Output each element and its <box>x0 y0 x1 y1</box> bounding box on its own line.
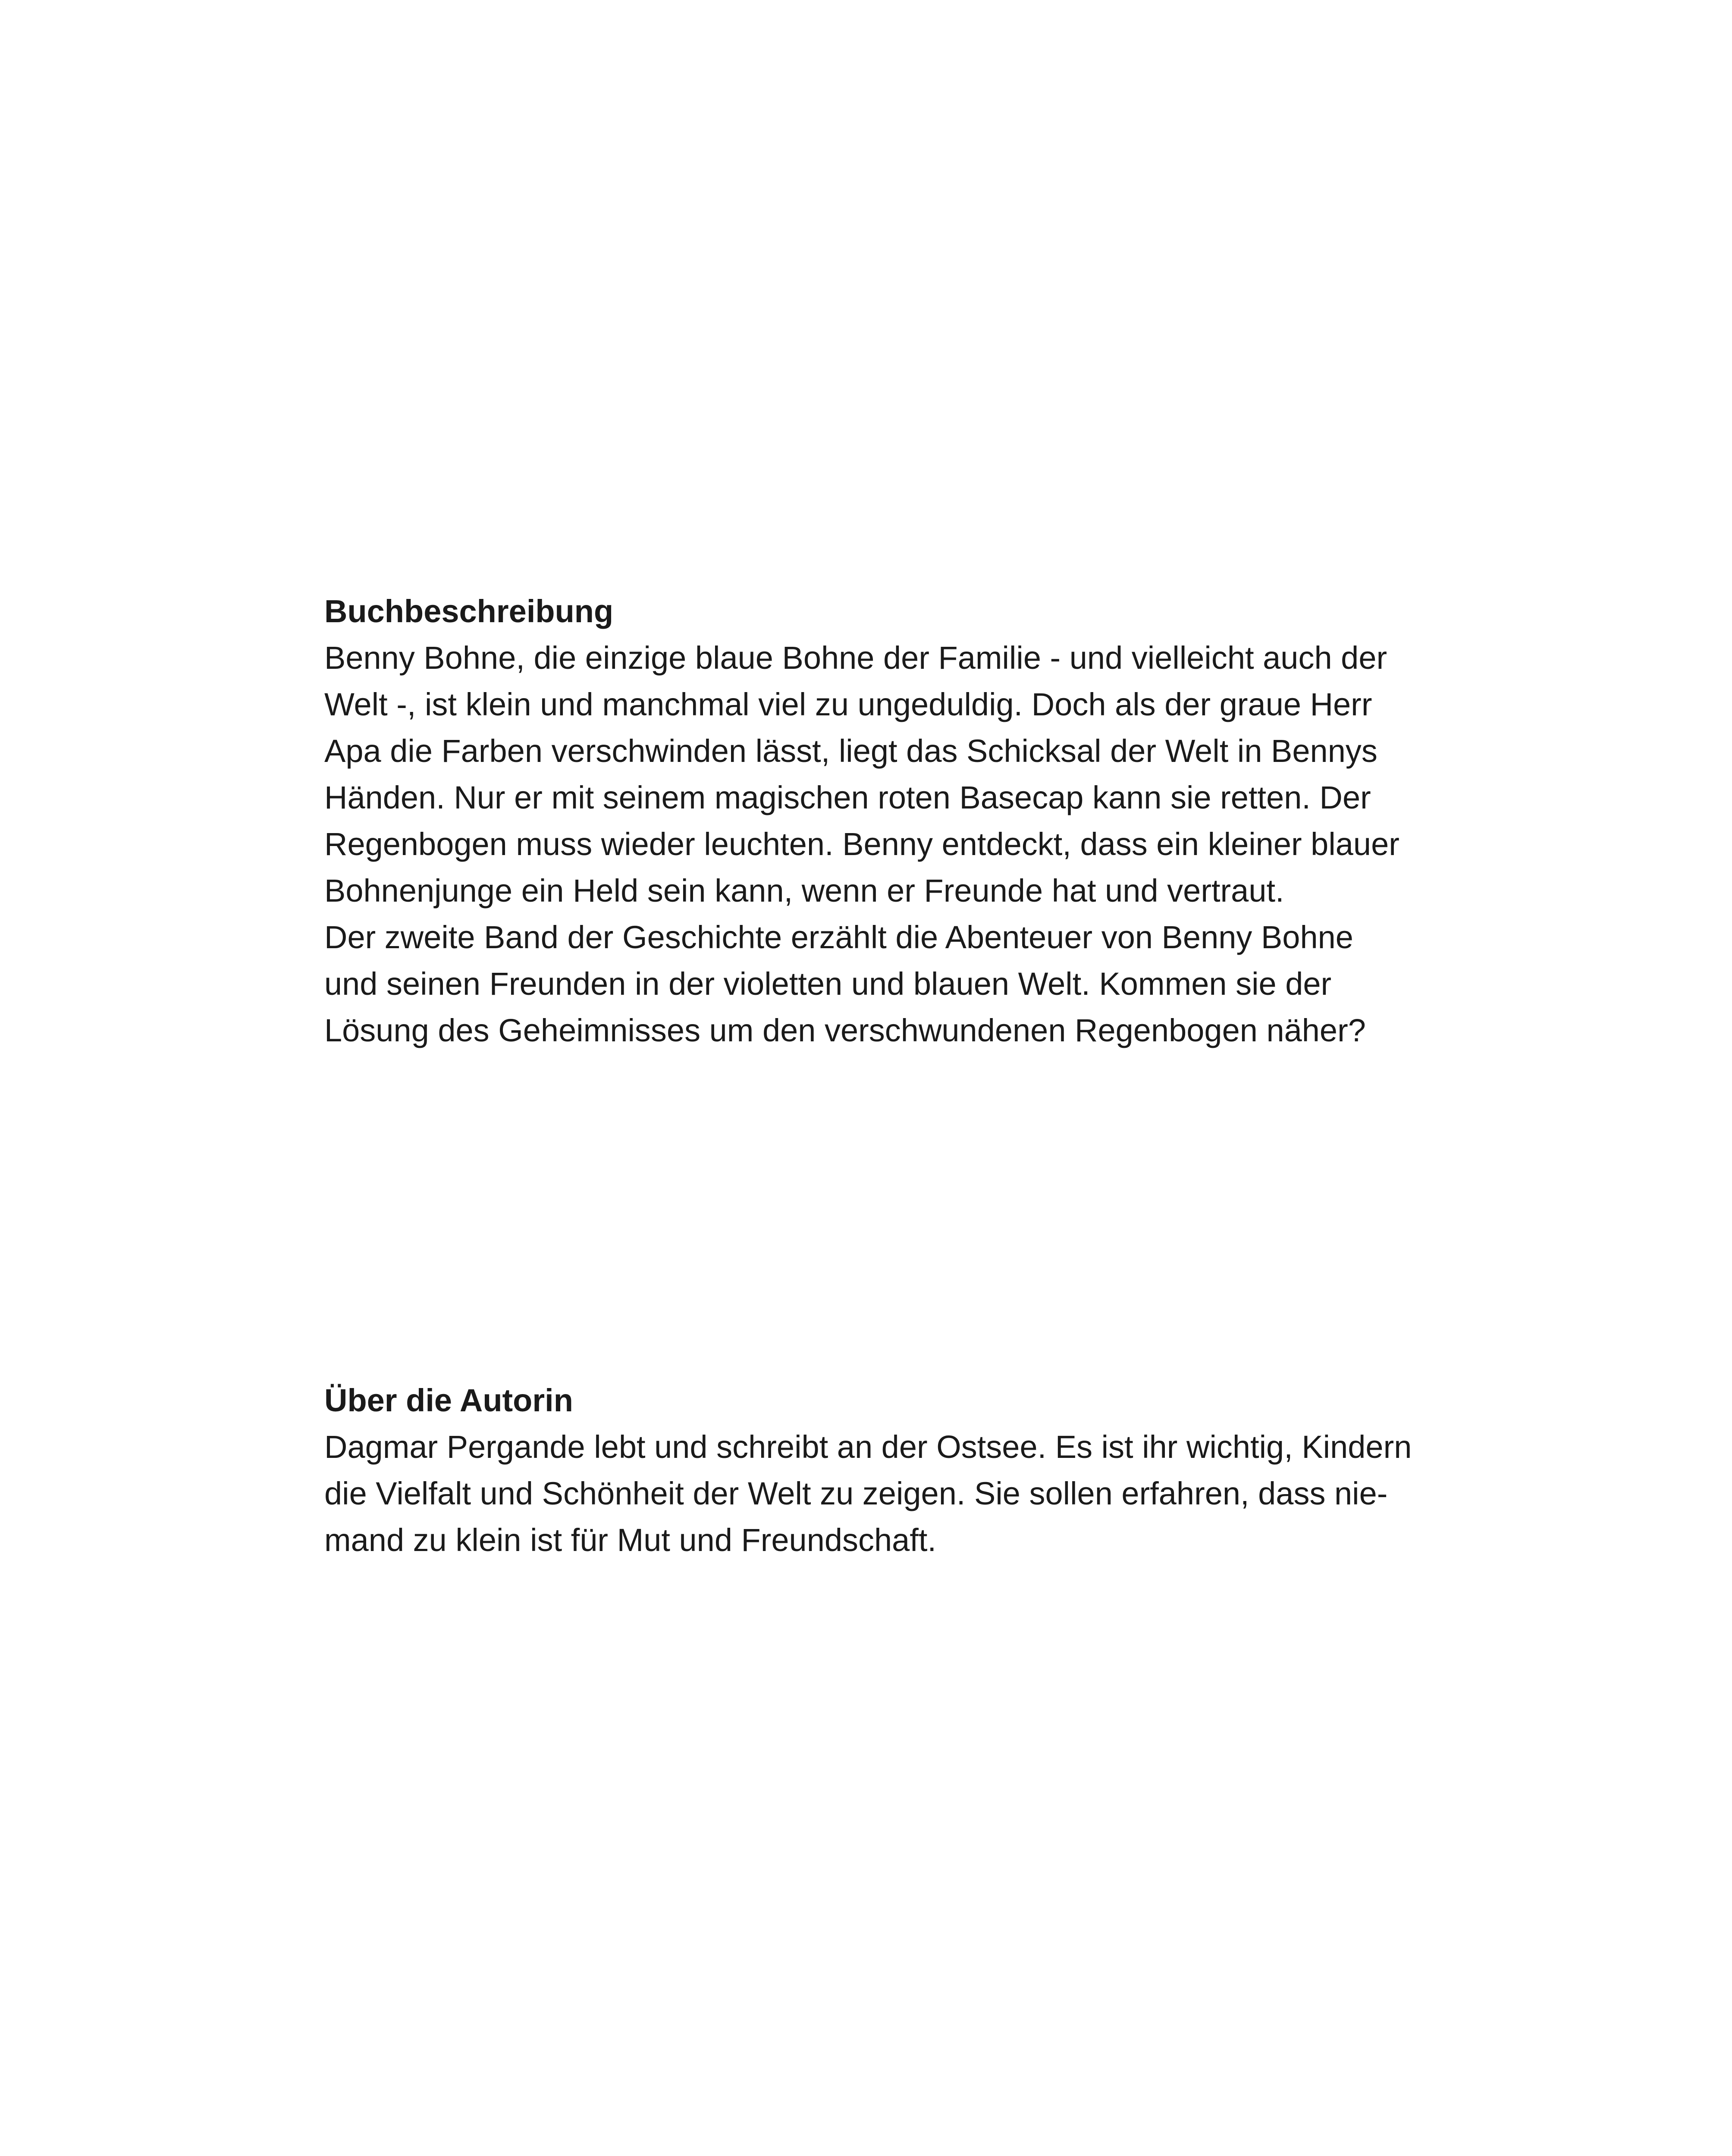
book-description-line: Apa die Farben verschwinden lässt, liegt das Schicksal der Welt in Bennys <box>324 733 1377 769</box>
about-author-line: mand zu klein ist für Mut und Freundschaft. <box>324 1522 937 1558</box>
book-description-line: Welt -, ist klein und manchmal viel zu ungeduldig. Doch als der graue Herr <box>324 686 1372 722</box>
book-description-line: Regenbogen muss wieder leuchten. Benny entdeckt, dass ein kleiner blauer <box>324 826 1399 862</box>
about-author-line: Dagmar Pergande lebt und schreibt an der Ostsee. Es ist ihr wichtig, Kindern <box>324 1429 1412 1465</box>
about-author-section <box>324 1377 1446 1564</box>
about-author-heading: Über die Autorin <box>324 1382 573 1418</box>
about-author-line: die Vielfalt und Schönheit der Welt zu zeigen. Sie sollen erfahren, dass nie- <box>324 1476 1388 1511</box>
book-description-line: und seinen Freunden in der violetten und blauen Welt. Kommen sie der <box>324 966 1332 1002</box>
book-description-line: Benny Bohne, die einzige blaue Bohne der Familie - und vielleicht auch der <box>324 640 1387 676</box>
book-description-line: Lösung des Geheimnisses um den verschwundenen Regenbogen näher? <box>324 1012 1366 1048</box>
book-description-section <box>324 588 1446 1054</box>
book-description-line: Händen. Nur er mit seinem magischen roten Basecap kann sie retten. Der <box>324 780 1371 815</box>
book-description-line: Bohnenjunge ein Held sein kann, wenn er Freunde hat und vertraut. <box>324 873 1284 909</box>
book-description-line: Der zweite Band der Geschichte erzählt die Abenteuer von Benny Bohne <box>324 919 1353 955</box>
book-description-heading: Buchbeschreibung <box>324 593 614 629</box>
